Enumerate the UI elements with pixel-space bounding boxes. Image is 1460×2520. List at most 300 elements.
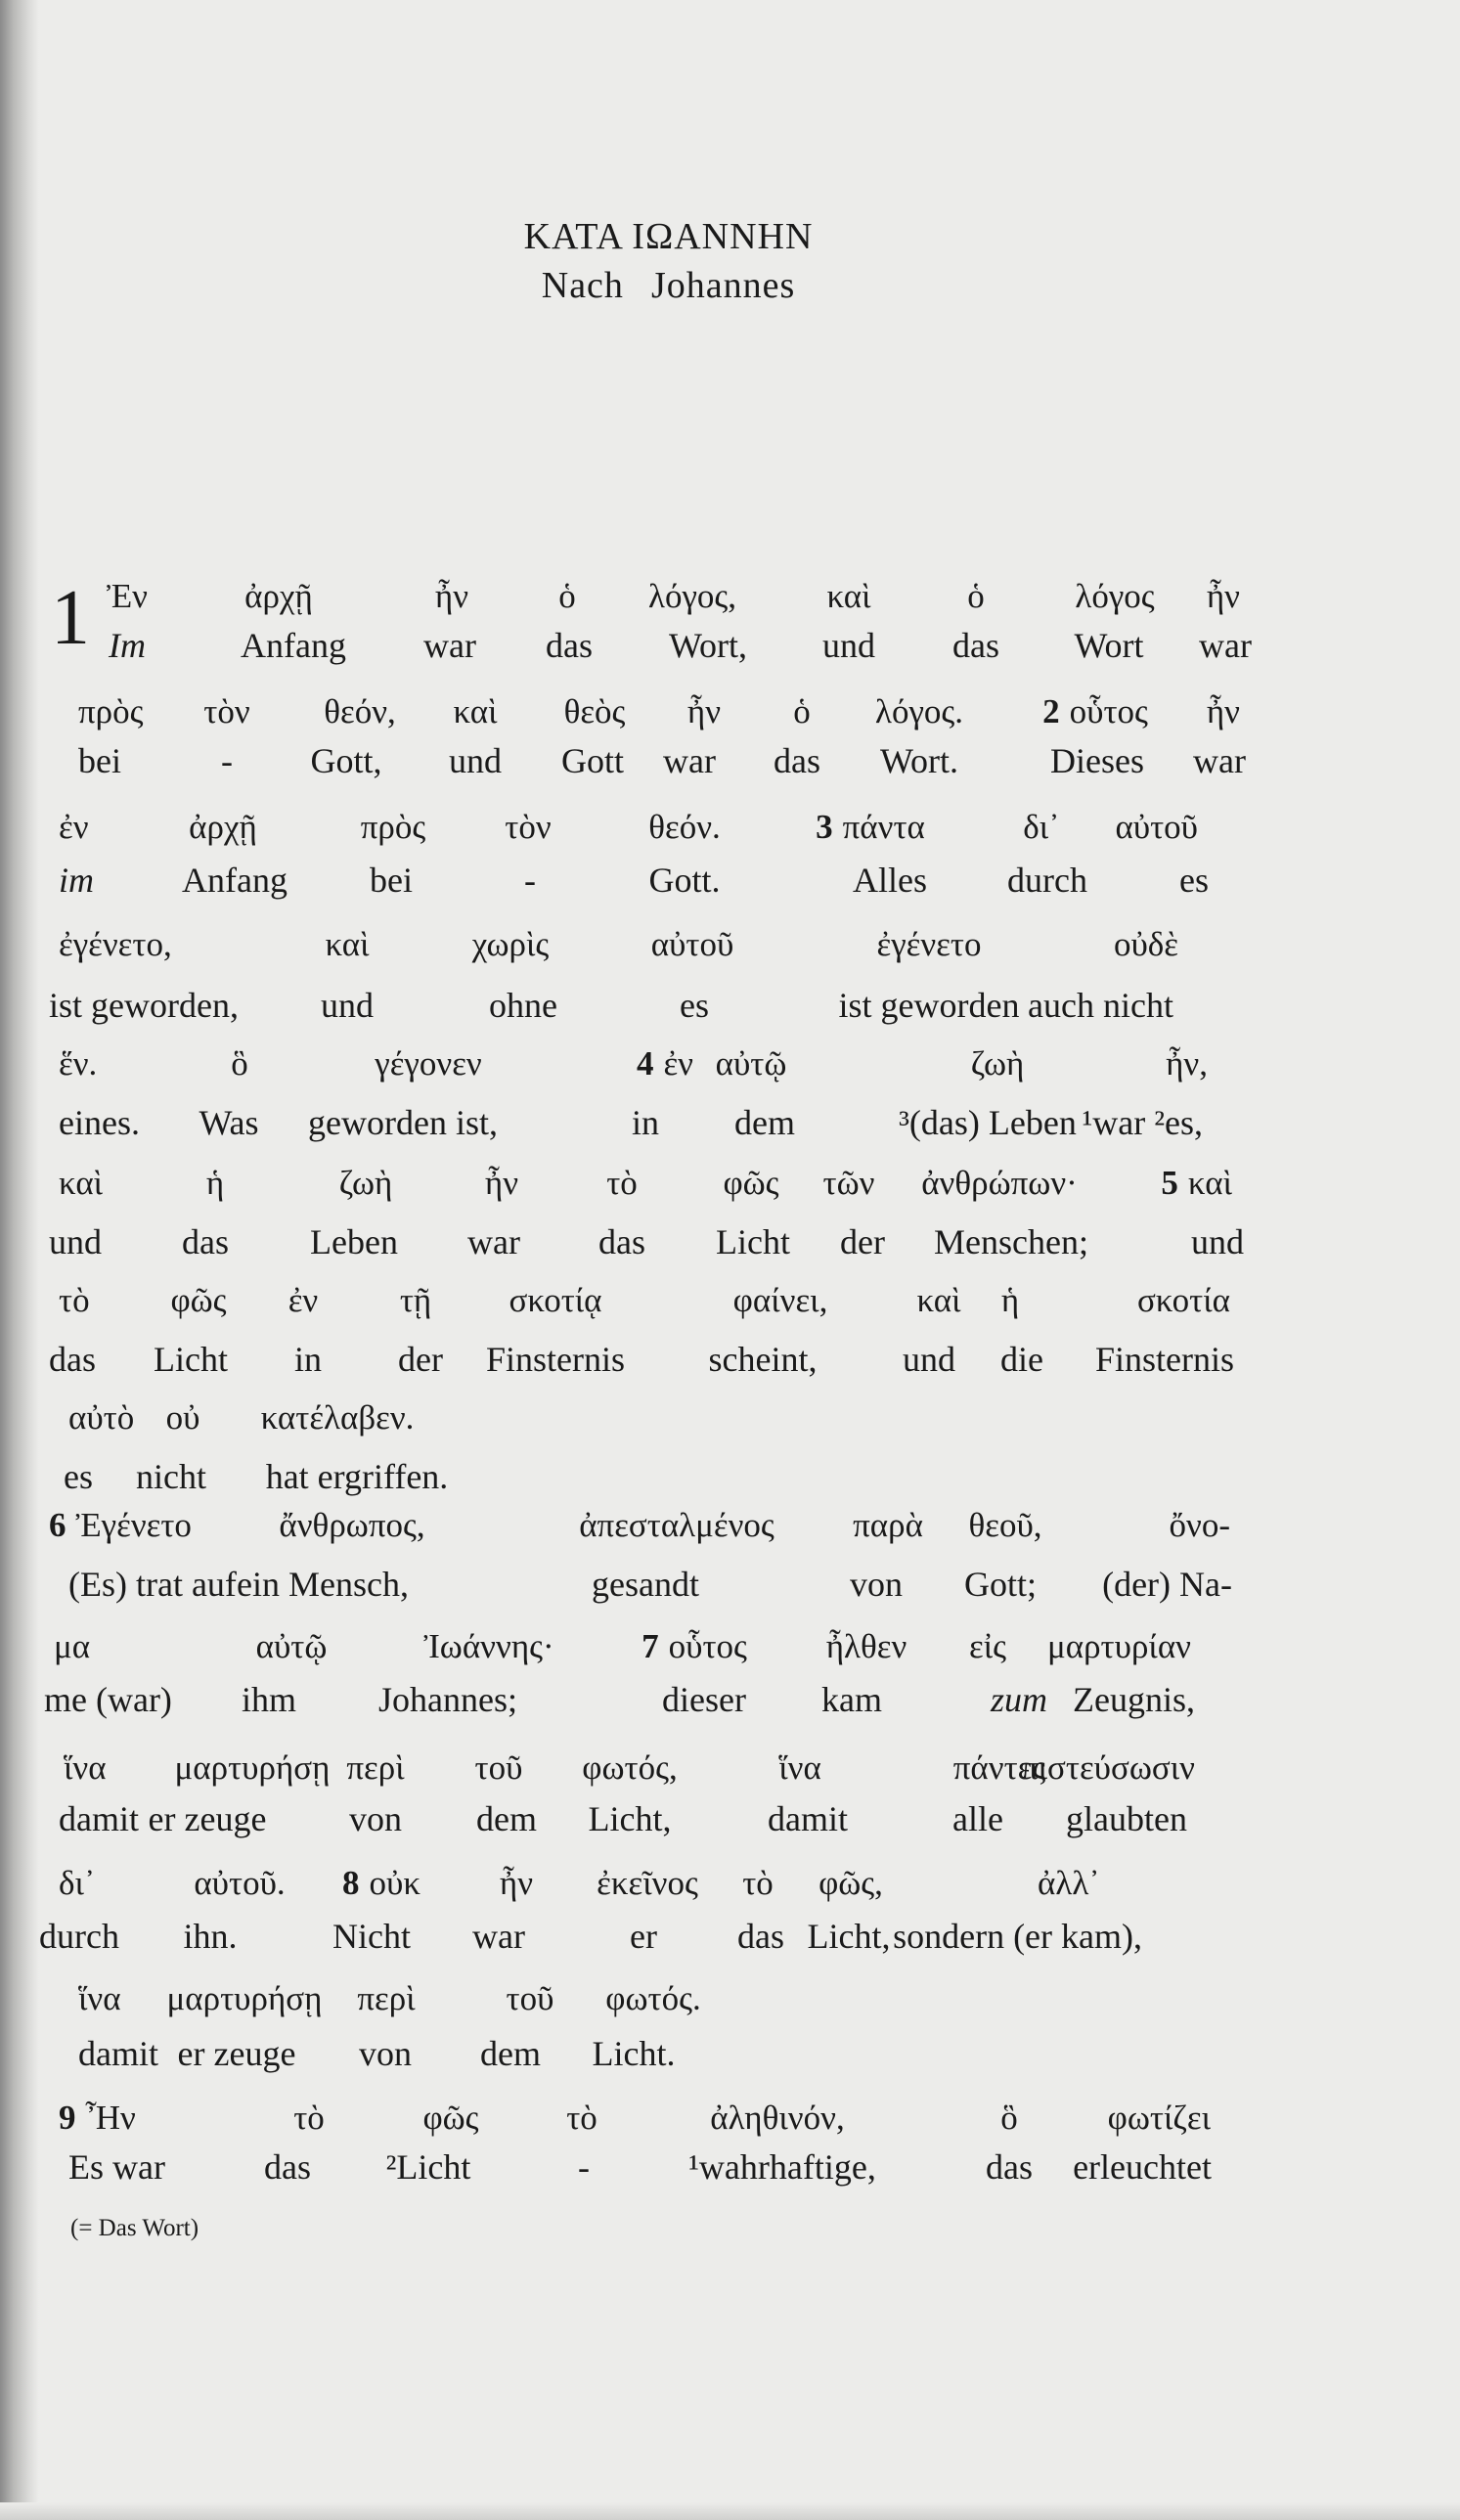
- greek-line: [0, 1748, 1330, 1788]
- german-word: [321, 986, 374, 1025]
- greek-word: [1207, 692, 1240, 731]
- word-text: erleuchtet: [1073, 2147, 1212, 2187]
- german-word: [423, 626, 476, 665]
- word-text: durch: [39, 1917, 119, 1956]
- greek-word: [651, 925, 734, 964]
- verse-number: 6: [49, 1506, 66, 1544]
- german-word: [199, 1103, 258, 1142]
- german-line: [0, 1680, 1330, 1719]
- german-word: [398, 1340, 443, 1379]
- word-text: ἀνθρώπων·: [921, 1164, 1078, 1202]
- verse-number: 8: [342, 1864, 360, 1902]
- german-line: [0, 1457, 1330, 1496]
- word-text: τὸν: [505, 808, 552, 846]
- word-text: Gott.: [648, 861, 721, 900]
- german-line: [0, 986, 1330, 1025]
- word-text: Wort.: [879, 741, 959, 780]
- greek-word: [1115, 808, 1198, 847]
- word-text: dem: [480, 2034, 541, 2073]
- verse-number: 5: [1161, 1164, 1178, 1202]
- word-text: war: [663, 741, 716, 780]
- german-word: [952, 1799, 1003, 1838]
- word-text: ὁ: [558, 577, 576, 615]
- word-text: alle: [952, 1799, 1003, 1838]
- word-text: δι᾿: [1023, 808, 1060, 846]
- greek-word: [475, 1748, 523, 1788]
- word-text: war: [472, 1917, 525, 1956]
- word-text: Finsternis: [1094, 1340, 1234, 1379]
- german-word: [154, 1340, 228, 1379]
- german-word: [840, 1222, 885, 1261]
- word-text: bei: [370, 861, 413, 900]
- word-text: war: [423, 626, 476, 665]
- german-word: [709, 1340, 818, 1379]
- german-word: [1074, 626, 1143, 665]
- greek-line: [0, 1864, 1330, 1903]
- word-text: πιστεύσωσιν: [1020, 1748, 1195, 1787]
- word-text: Was: [199, 1103, 259, 1142]
- greek-word: [564, 692, 626, 731]
- german-word: [630, 1917, 657, 1956]
- german-title: [0, 264, 1337, 307]
- greek-word: [968, 1506, 1041, 1545]
- word-text: τὸ: [293, 2099, 325, 2137]
- german-word: [669, 626, 747, 665]
- word-text: das: [598, 1222, 645, 1261]
- german-word: [310, 741, 381, 780]
- greek-word: [853, 1506, 923, 1545]
- german-word: [489, 986, 557, 1025]
- greek-word: [261, 1398, 415, 1437]
- word-text: Ἐγένετο: [75, 1506, 192, 1544]
- german-word: [1082, 1103, 1203, 1142]
- greek-word: [78, 1979, 121, 2018]
- greek-word: [435, 577, 468, 616]
- word-text: das: [182, 1222, 229, 1261]
- word-text: ἡ: [205, 1164, 225, 1202]
- word-text: πρὸς: [360, 808, 426, 846]
- greek-line: [0, 1281, 1330, 1320]
- word-text: αὐτοῦ.: [194, 1864, 286, 1902]
- greek-word: [175, 1748, 331, 1788]
- word-text: das: [264, 2147, 311, 2187]
- word-text: καὶ: [1187, 1164, 1232, 1202]
- word-text: φωτός.: [605, 1979, 701, 2017]
- greek-word: [59, 925, 172, 964]
- german-word: [386, 2147, 471, 2187]
- word-text: πάντες: [952, 1748, 1046, 1787]
- word-text: dieser: [662, 1680, 746, 1719]
- greek-word: [346, 1748, 404, 1788]
- german-word: [952, 626, 999, 665]
- word-text: dem: [476, 1799, 537, 1838]
- greek-word: [293, 2099, 325, 2138]
- word-text: τῇ: [399, 1281, 432, 1319]
- german-word: [774, 741, 820, 780]
- word-text: χωρὶς: [471, 925, 550, 963]
- german-word: [662, 1680, 746, 1719]
- german-word: [822, 626, 875, 665]
- german-word: [1007, 861, 1087, 900]
- word-text: und: [822, 626, 875, 665]
- greek-word: [206, 1164, 224, 1203]
- greek-word: [507, 1979, 554, 2018]
- greek-line: [0, 925, 1330, 964]
- word-text: ζωὴ: [970, 1044, 1025, 1083]
- german-word: [1028, 986, 1173, 1025]
- greek-word: [648, 577, 736, 616]
- german-word: [1179, 861, 1209, 900]
- german-word: [266, 1457, 449, 1496]
- word-text: von: [850, 1565, 903, 1604]
- word-text: ihm: [241, 1680, 297, 1719]
- word-text: ἵνα: [778, 1748, 821, 1787]
- german-word: [68, 2147, 165, 2187]
- word-text: αὐτῷ: [255, 1627, 328, 1665]
- word-text: der: [398, 1340, 443, 1379]
- german-word: [1000, 1340, 1043, 1379]
- greek-word: [793, 692, 811, 731]
- word-text: εἰς: [969, 1627, 1006, 1665]
- verse-number: 2: [1042, 692, 1060, 730]
- greek-word: [566, 2099, 597, 2138]
- word-text: ἦν: [484, 1164, 519, 1202]
- word-text: πάντα: [842, 808, 925, 846]
- word-text: οὗτος: [1069, 692, 1148, 730]
- greek-word: [648, 808, 721, 847]
- word-text: der: [840, 1222, 885, 1261]
- word-text: Zeugnis,: [1073, 1680, 1195, 1719]
- word-text: σκοτία: [1136, 1281, 1230, 1319]
- word-text: (der) Na-: [1102, 1565, 1232, 1604]
- word-text: μα: [54, 1627, 91, 1665]
- word-text: eines.: [59, 1103, 140, 1142]
- german-word: [1199, 626, 1252, 665]
- german-word: [486, 1340, 625, 1379]
- greek-title: ΚΑΤΑ ΙΩΑΝΝΗΝ: [523, 216, 814, 257]
- german-word: [49, 1340, 96, 1379]
- greek-word: [1170, 1506, 1230, 1545]
- greek-word: [68, 1398, 134, 1437]
- greek-word: [194, 1864, 285, 1903]
- word-text: ἦν: [1206, 577, 1240, 615]
- german-word: [1066, 1799, 1187, 1838]
- greek-word: [375, 1044, 481, 1083]
- word-text: κατέλαβεν.: [260, 1398, 415, 1437]
- word-text: glaubten: [1066, 1799, 1187, 1838]
- greek-word: [1207, 577, 1240, 616]
- word-text: δι᾿: [59, 1864, 96, 1902]
- word-text: -: [578, 2147, 590, 2187]
- word-text: τοῦ: [506, 1979, 554, 2017]
- word-text: Menschen;: [934, 1222, 1088, 1261]
- german-word: [893, 1917, 1142, 1956]
- word-text: dem: [734, 1103, 795, 1142]
- word-text: das: [986, 2147, 1033, 2187]
- greek-word: [818, 1864, 883, 1903]
- word-text: ὃ: [231, 1044, 248, 1083]
- german-word: [183, 1917, 237, 1956]
- german-word: [899, 1103, 1077, 1142]
- word-text: -: [524, 861, 536, 900]
- word-text: φῶς: [723, 1164, 779, 1202]
- word-text: auch nicht: [1028, 986, 1173, 1025]
- word-text: bei: [78, 741, 121, 780]
- word-text: und: [1191, 1222, 1244, 1261]
- german-word: [310, 1222, 398, 1261]
- german-word: [593, 2034, 676, 2073]
- word-text: war: [467, 1222, 520, 1261]
- word-text: Alles: [853, 861, 927, 900]
- greek-line: [0, 2099, 1330, 2138]
- word-text: Licht,: [588, 1799, 672, 1838]
- greek-word: [597, 1864, 698, 1903]
- greek-word: [288, 1281, 319, 1320]
- word-text: φῶς: [170, 1281, 227, 1319]
- german-line: [0, 2147, 1330, 2187]
- greek-word: [971, 1044, 1025, 1083]
- german-word: [663, 741, 716, 780]
- word-text: Ἐν: [106, 577, 149, 615]
- word-text: μαρτυρήσῃ: [174, 1748, 331, 1787]
- german-word: [1193, 741, 1246, 780]
- word-text: ohne: [489, 986, 557, 1025]
- greek-word: [167, 1979, 323, 2018]
- word-text: θεόν,: [324, 692, 396, 730]
- word-text: ἦλθεν: [825, 1627, 907, 1665]
- word-text: das: [952, 626, 999, 665]
- greek-word: [969, 1627, 1006, 1666]
- word-text: ὁ: [793, 692, 811, 730]
- german-word: [850, 1565, 903, 1604]
- word-text: von: [349, 1799, 402, 1838]
- word-text: ἐν: [288, 1281, 319, 1319]
- word-text: war: [1193, 741, 1246, 780]
- greek-word: [59, 1864, 96, 1903]
- greek-word: [500, 1864, 533, 1903]
- word-text: ὃ: [1000, 2099, 1018, 2137]
- word-text: ist geworden,: [49, 986, 239, 1025]
- word-text: ἵνα: [64, 1748, 107, 1787]
- greek-word: [605, 1979, 700, 2018]
- word-text: ἀπεσταλμένος: [579, 1506, 774, 1544]
- german-word: [578, 2147, 590, 2187]
- german-word: [853, 861, 927, 900]
- word-text: καὶ: [453, 692, 498, 730]
- word-text: περὶ: [346, 1748, 405, 1787]
- greek-word: [166, 1398, 200, 1437]
- word-text: ἐκεῖνος: [597, 1864, 698, 1902]
- german-line: [0, 1340, 1330, 1379]
- word-text: ἦν,: [1166, 1044, 1208, 1083]
- word-text: ἀρχῇ: [189, 808, 257, 846]
- word-text: ὁ: [967, 577, 985, 615]
- verse-number: 9: [59, 2099, 76, 2137]
- word-text: ein Mensch,: [237, 1565, 409, 1604]
- german-title-word: Nach: [541, 265, 624, 306]
- word-text: ³(das) Leben: [899, 1103, 1077, 1142]
- word-text: -: [221, 741, 233, 780]
- word-text: Wort,: [668, 626, 748, 665]
- word-text: οὐδὲ: [1113, 925, 1178, 963]
- german-word: [59, 1799, 139, 1838]
- word-text: καὶ: [59, 1164, 104, 1202]
- greek-word: [324, 692, 396, 731]
- word-text: Ἰωάννης·: [423, 1627, 554, 1665]
- german-word: [632, 1103, 659, 1142]
- greek-word: [509, 1281, 601, 1320]
- greek-word: [1161, 1164, 1232, 1203]
- greek-word: [361, 808, 426, 847]
- german-word: [991, 1680, 1047, 1719]
- german-word: [68, 1565, 237, 1604]
- german-word: [44, 1680, 172, 1719]
- word-text: scheint,: [708, 1340, 818, 1379]
- german-word: [221, 741, 233, 780]
- german-line: [0, 1103, 1330, 1142]
- word-text: καὶ: [916, 1281, 961, 1319]
- german-word: [109, 626, 146, 665]
- german-word: [808, 1917, 891, 1956]
- word-text: Licht.: [592, 2034, 676, 2073]
- greek-word: [203, 692, 249, 731]
- german-word: [1191, 1222, 1244, 1261]
- german-word: [178, 2034, 296, 2073]
- greek-word: [422, 2099, 478, 2138]
- verse-number: 7: [642, 1627, 659, 1665]
- greek-word: [170, 1281, 226, 1320]
- word-text: das: [546, 626, 593, 665]
- greek-word: [875, 692, 963, 731]
- word-text: das: [774, 741, 820, 780]
- word-text: ἦν: [1206, 692, 1240, 730]
- greek-word: [642, 1627, 747, 1666]
- greek-word: [1021, 1748, 1195, 1788]
- word-text: καὶ: [826, 577, 871, 615]
- german-word: [59, 861, 94, 900]
- word-text: καὶ: [325, 925, 370, 963]
- word-text: φῶς: [422, 2099, 479, 2137]
- german-word: [821, 1680, 882, 1719]
- word-text: πρὸς: [78, 692, 144, 730]
- greek-word: [325, 925, 369, 964]
- word-text: ὄνο-: [1169, 1506, 1230, 1544]
- word-text: θεοῦ,: [968, 1506, 1042, 1544]
- german-word: [59, 1103, 140, 1142]
- word-text: in: [293, 1340, 323, 1379]
- german-line: [0, 861, 1330, 900]
- german-word: [349, 1799, 402, 1838]
- word-text: Gott: [560, 741, 625, 780]
- greek-word: [921, 1164, 1078, 1203]
- greek-word: [823, 1164, 875, 1203]
- german-word: [242, 1680, 296, 1719]
- greek-word: [59, 808, 89, 847]
- word-text: τὸ: [606, 1164, 638, 1202]
- word-text: geworden ist,: [308, 1103, 498, 1142]
- greek-word: [826, 1627, 907, 1666]
- chapter-number: 1: [51, 575, 90, 661]
- word-text: von: [359, 2034, 412, 2073]
- greek-line: [0, 577, 1330, 616]
- word-text: τὸ: [59, 1281, 90, 1319]
- german-line: [0, 1799, 1330, 1838]
- german-word: [241, 626, 346, 665]
- word-text: τὸν: [203, 692, 250, 730]
- german-word: [308, 1103, 498, 1142]
- german-line: [0, 626, 1330, 665]
- greek-word: [453, 692, 497, 731]
- greek-word: [1166, 1044, 1208, 1083]
- word-text: ἐγένετο,: [59, 925, 172, 963]
- german-word: [986, 2147, 1033, 2187]
- greek-word: [279, 1506, 424, 1545]
- word-text: ἐν: [663, 1044, 694, 1083]
- word-text: und: [321, 986, 374, 1025]
- word-text: φῶς,: [818, 1864, 883, 1902]
- word-text: οὗτος: [668, 1627, 747, 1665]
- greek-word: [400, 1281, 431, 1320]
- word-text: ἦν: [499, 1864, 534, 1902]
- word-text: nicht: [136, 1457, 206, 1496]
- greek-word: [505, 808, 551, 847]
- word-text: es: [1179, 861, 1209, 900]
- greek-word: [1001, 1281, 1019, 1320]
- german-word: [903, 1340, 955, 1379]
- german-word: [237, 1565, 409, 1604]
- word-text: ἀλλ᾿: [1038, 1864, 1100, 1902]
- word-text: ἕν.: [59, 1044, 98, 1083]
- page-edge: [0, 2502, 1460, 2520]
- word-text: ἦν: [434, 577, 469, 615]
- german-word: [359, 2034, 412, 2073]
- word-text: περὶ: [357, 1979, 416, 2017]
- german-word: [136, 1457, 206, 1496]
- word-text: sondern (er kam),: [893, 1917, 1142, 1956]
- german-word: [839, 986, 1020, 1025]
- greek-word: [579, 1506, 774, 1545]
- german-word: [524, 861, 536, 900]
- german-word: [1073, 1680, 1195, 1719]
- word-text: das: [49, 1340, 96, 1379]
- german-word: [964, 1565, 1037, 1604]
- word-text: Anfang: [182, 861, 288, 900]
- word-text: θεόν.: [648, 808, 721, 846]
- word-text: ¹war ²es,: [1082, 1103, 1203, 1142]
- greek-word: [742, 1864, 774, 1903]
- greek-word: [1075, 577, 1154, 616]
- german-word: [467, 1222, 520, 1261]
- word-text: οὐκ: [369, 1864, 420, 1902]
- greek-word: [342, 1864, 420, 1903]
- word-text: Nicht: [332, 1917, 411, 1956]
- german-word: [880, 741, 958, 780]
- greek-line: [0, 1044, 1330, 1083]
- word-text: ²Licht: [385, 2147, 471, 2187]
- greek-word: [710, 2099, 844, 2138]
- greek-word: [256, 1627, 328, 1666]
- german-word: [294, 1340, 322, 1379]
- greek-word: [59, 1164, 103, 1203]
- word-text: λόγος: [1075, 577, 1155, 615]
- word-text: Ἦν: [85, 2099, 136, 2137]
- word-text: er: [630, 1917, 657, 1956]
- german-word: [264, 2147, 311, 2187]
- word-text: μαρτυρήσῃ: [166, 1979, 323, 2017]
- german-word: [1073, 2147, 1212, 2187]
- word-text: φωτίζει: [1107, 2099, 1211, 2137]
- greek-word: [606, 1164, 638, 1203]
